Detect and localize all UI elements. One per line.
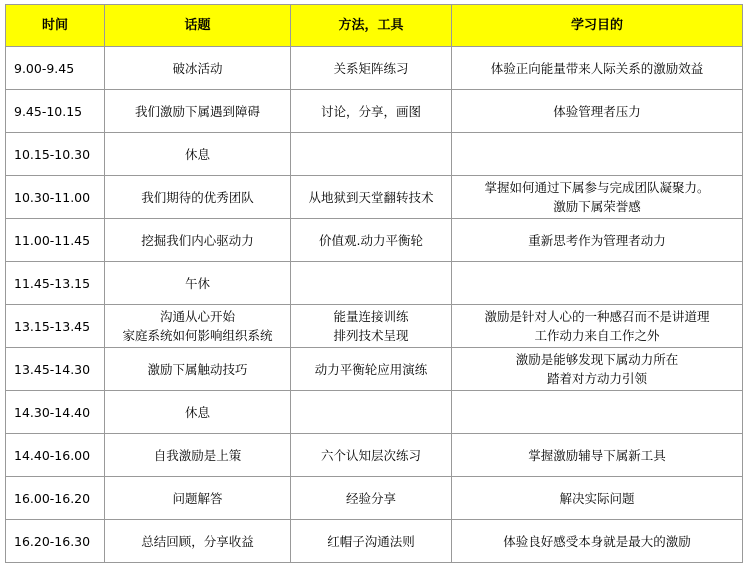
topic-cell: [105, 47, 291, 90]
header-goal: 学习目的: [452, 5, 743, 47]
goal-cell: [452, 520, 743, 563]
goal-cell: [452, 348, 743, 391]
goal-cell-line: 体验良好感受本身就是最大的激励: [503, 533, 691, 549]
goal-cell: [452, 305, 743, 348]
table-row: [6, 47, 743, 90]
topic-cell: [105, 262, 291, 305]
method-cell: [291, 90, 452, 133]
goal-cell-line: 激励是针对人心的一种感召而不是讲道理: [484, 309, 710, 324]
topic-cell: [105, 133, 291, 176]
topic-cell: [105, 391, 291, 434]
table-row: [6, 520, 743, 563]
header-row: [6, 5, 743, 47]
topic-cell: [105, 477, 291, 520]
topic-cell: [105, 219, 291, 262]
topic-cell: [105, 520, 291, 563]
method-cell: [291, 520, 452, 563]
goal-cell: [452, 133, 743, 176]
method-cell: [291, 176, 452, 219]
topic-cell-line: 我们期待的优秀团队: [141, 189, 254, 205]
table-row: [6, 90, 743, 133]
table-row: [6, 348, 743, 391]
table-row: [6, 305, 743, 348]
goal-cell-line: 体验管理者压力: [553, 103, 641, 119]
method-cell-line: 关系矩阵练习: [333, 60, 409, 76]
topic-cell-line: 激励下属触动技巧: [147, 361, 248, 377]
method-cell-line: 红帽子沟通法则: [327, 533, 415, 549]
goal-cell-line: 掌握如何通过下属参与完成团队凝聚力。: [484, 180, 710, 195]
goal-cell-line: 激励下属荣誉感: [553, 199, 641, 214]
method-cell-line: 排列技术呈现: [333, 328, 409, 343]
topic-cell-line: 破冰活动: [172, 60, 223, 76]
method-cell: [291, 434, 452, 477]
method-cell-line: 经验分享: [345, 490, 396, 506]
topic-cell-line: 挖掘我们内心驱动力: [141, 232, 254, 248]
schedule-body: [6, 47, 743, 563]
topic-cell-line: 午休: [184, 275, 210, 291]
method-cell: [291, 391, 452, 434]
method-cell-line: 从地狱到天堂翻转技术: [308, 189, 434, 205]
goal-cell: [452, 219, 743, 262]
method-cell: [291, 219, 452, 262]
topic-cell-line: 总结回顾，分享收益: [141, 533, 254, 549]
schedule-table: [5, 4, 743, 563]
goal-cell: [452, 434, 743, 477]
goal-cell-line: 重新思考作为管理者动力: [528, 232, 666, 248]
topic-cell-line: 沟通从心开始: [159, 309, 235, 324]
method-cell: [291, 47, 452, 90]
table-row: [6, 176, 743, 219]
topic-cell-line: 自我激励是上策: [153, 447, 242, 463]
goal-cell-line: 踏着对方动力引领: [546, 371, 647, 386]
method-cell: [291, 305, 452, 348]
header-method: 方法，工具: [291, 5, 452, 47]
goal-cell: [452, 477, 743, 520]
goal-cell: [452, 176, 743, 219]
topic-cell-line: 家庭系统如何影响组织系统: [122, 328, 273, 343]
method-cell: [291, 348, 452, 391]
topic-cell: [105, 348, 291, 391]
method-cell-line: 价值观.动力平衡轮: [319, 232, 423, 248]
header-topic: 话题: [105, 5, 291, 47]
method-cell-line: 讨论，分享，画图: [320, 103, 421, 119]
method-cell: [291, 133, 452, 176]
topic-cell-line: 我们激励下属遇到障碍: [134, 103, 260, 119]
method-cell-line: 六个认知层次练习: [320, 447, 421, 463]
topic-cell-line: 休息: [184, 146, 210, 162]
time-cell: 13.15-13.45: [6, 305, 105, 348]
goal-cell-line: 激励是能够发现下属动力所在: [515, 352, 679, 367]
topic-cell: [105, 434, 291, 477]
topic-cell: [105, 90, 291, 133]
header-time: 时间: [6, 5, 105, 47]
goal-cell: [452, 47, 743, 90]
goal-cell-line: 解决实际问题: [559, 490, 635, 506]
table-row: [6, 391, 743, 434]
time-cell: 10.30-11.00: [6, 176, 105, 219]
goal-cell: [452, 391, 743, 434]
table-row: [6, 262, 743, 305]
topic-cell: [105, 176, 291, 219]
goal-cell-line: 掌握激励辅导下属新工具: [528, 447, 666, 463]
time-cell: 14.40-16.00: [6, 434, 105, 477]
method-cell: [291, 262, 452, 305]
time-cell: 14.30-14.40: [6, 391, 105, 434]
goal-cell: [452, 90, 743, 133]
table-row: [6, 434, 743, 477]
time-cell: 9.00-9.45: [6, 47, 105, 90]
goal-cell-line: 工作动力来自工作之外: [534, 328, 660, 343]
method-cell-line: 动力平衡轮应用演练: [314, 361, 428, 377]
time-cell: 11.45-13.15: [6, 262, 105, 305]
table-row: [6, 219, 743, 262]
time-cell: 10.15-10.30: [6, 133, 105, 176]
topic-cell-line: 休息: [184, 404, 210, 420]
time-cell: 13.45-14.30: [6, 348, 105, 391]
goal-cell-line: 体验正向能量带来人际关系的激励效益: [490, 60, 704, 76]
table-row: [6, 133, 743, 176]
method-cell-line: 能量连接训练: [333, 309, 409, 324]
topic-cell-line: 问题解答: [172, 490, 223, 506]
table-row: [6, 477, 743, 520]
topic-cell: [105, 305, 291, 348]
goal-cell: [452, 262, 743, 305]
method-cell: [291, 477, 452, 520]
time-cell: 11.00-11.45: [6, 219, 105, 262]
time-cell: 16.00-16.20: [6, 477, 105, 520]
time-cell: 16.20-16.30: [6, 520, 105, 563]
time-cell: 9.45-10.15: [6, 90, 105, 133]
